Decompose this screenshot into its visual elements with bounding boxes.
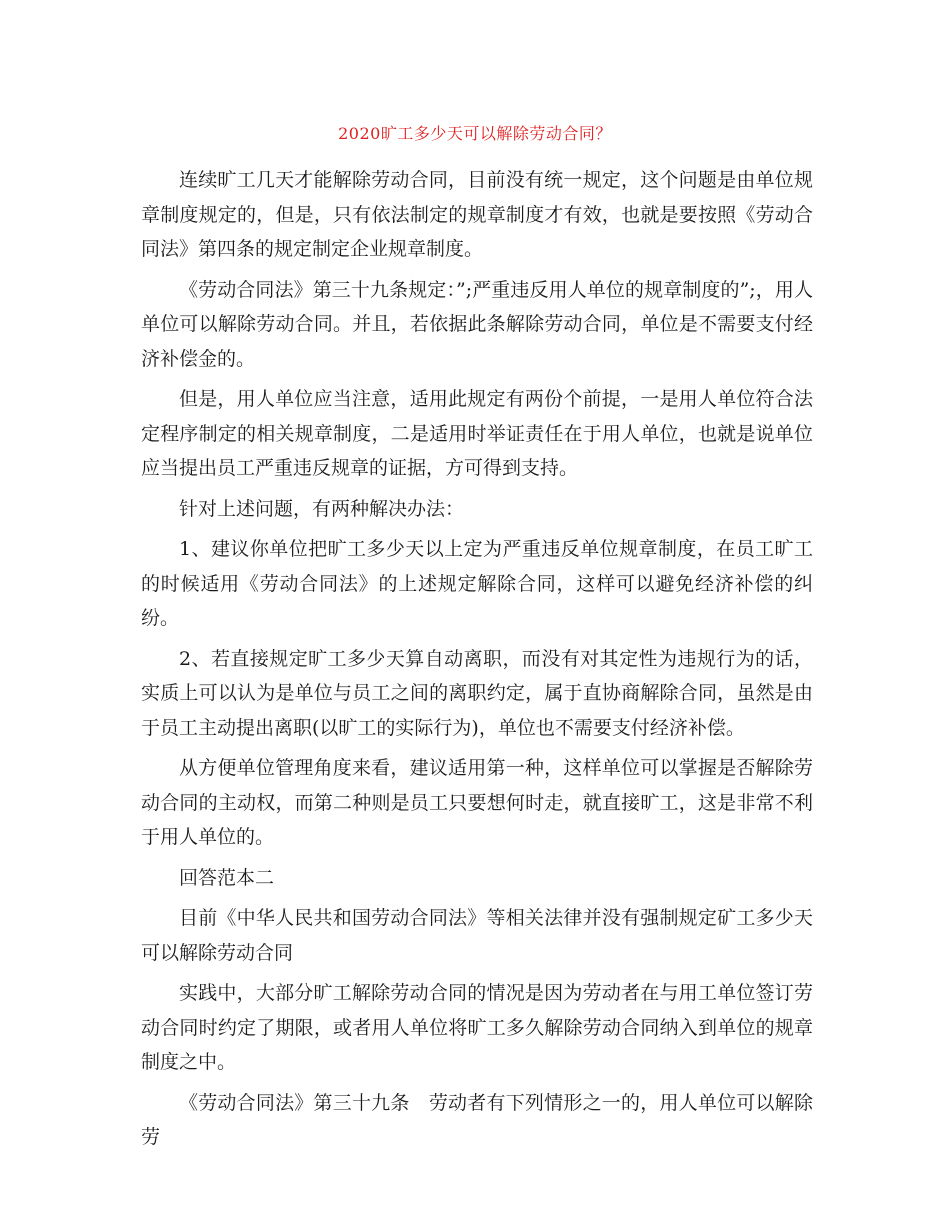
paragraph-9: 目前《中华人民共和国劳动合同法》等相关法律并没有强制规定矿工多少天可以解除劳动合同 <box>141 907 813 964</box>
document-body <box>141 163 813 1161</box>
document-title: 2020旷工多少天可以解除劳动合同？ <box>338 124 612 143</box>
paragraph-5: 1、建议你单位把旷工多少天以上定为严重违反单位规章制度，在员工旷工的时候适用《劳动合同法》的上述规定解除合同，这样可以避免经济补偿的纠纷。 <box>141 538 813 629</box>
paragraph-10: 实践中，大部分旷工解除劳动合同的情况是因为劳动者在与用工单位签订劳动合同时约定了期限，或者用人单位将旷工多久解除劳动合同纳入到单位的规章制度之中。 <box>141 982 813 1073</box>
paragraph-2: 《劳动合同法》第三十九条规定：”;严重违反用人单位的规章制度的”;，用人单位可以解除劳动合同。并且，若依据此条解除劳动合同，单位是不需要支付经济补偿金的。 <box>141 278 813 370</box>
paragraph-3: 但是，用人单位应当注意，适用此规定有两份个前提，一是用人单位符合法定程序制定的相关规章制度，二是适用时举证责任在于用人单位，也就是说单位应当提出员工严重违反规章的证据，方可得到支持。 <box>141 388 813 479</box>
paragraph-1: 连续旷工几天才能解除劳动合同，目前没有统一规定，这个问题是由单位规章制度规定的，但是，只有依法制定的规章制度才有效，也就是要按照《劳动合同法》第四条的规定制定企业规章制度。 <box>141 169 813 260</box>
paragraph-6: 2、若直接规定旷工多少天算自动离职，而没有对其定性为违规行为的话，实质上可以认为是单位与员工之间的离职约定，属于直协商解除合同，虽然是由于员工主动提出离职(以旷工的实际行为)，单位也不需要支付经济补偿。 <box>141 647 813 739</box>
paragraph-8: 回答范本二 <box>179 866 275 889</box>
paragraph-11: 《劳动合同法》第三十九条 劳动者有下列情形之一的，用人单位可以解除劳 <box>141 1091 813 1148</box>
paragraph-7: 从方便单位管理角度来看，建议适用第一种，这样单位可以掌握是否解除劳动合同的主动权，而第二种则是员工只要想何时走，就直接旷工，这是非常不利于用人单位的。 <box>141 757 813 848</box>
paragraph-4: 针对上述问题，有两种解决办法： <box>179 497 465 520</box>
